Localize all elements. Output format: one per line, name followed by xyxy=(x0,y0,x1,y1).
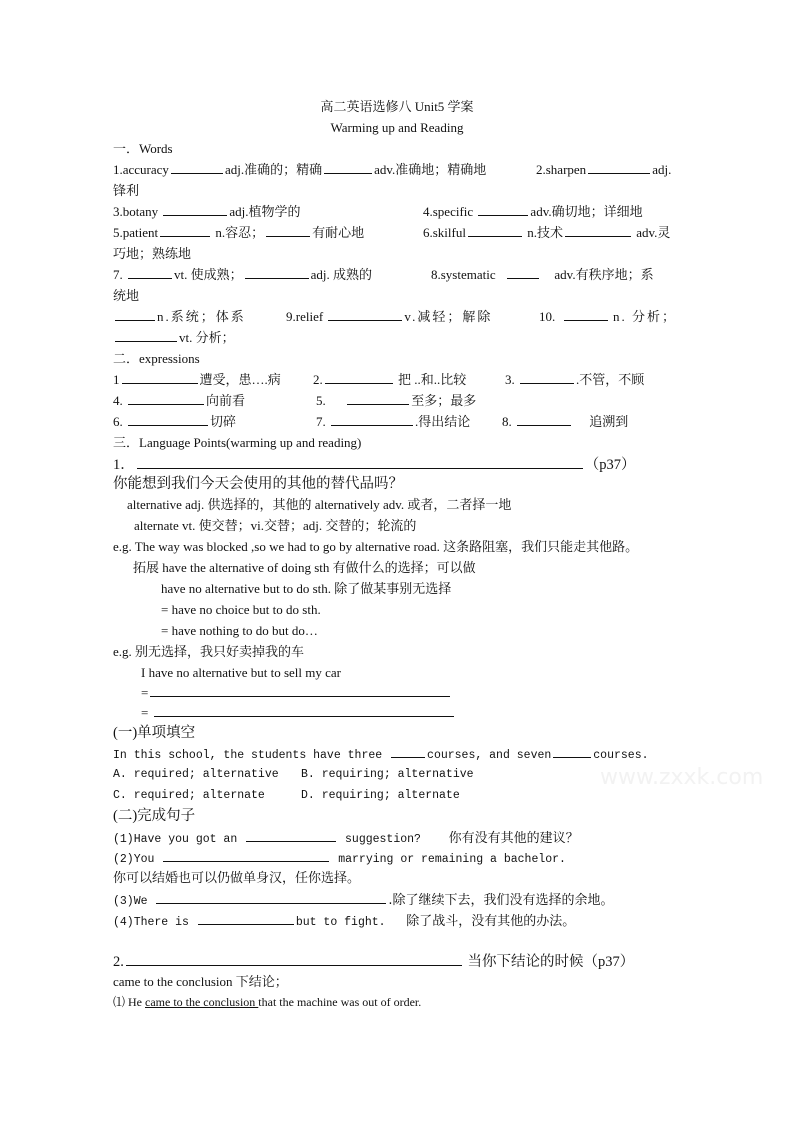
word-row-9b: 9.relief v.减轻；解除 xyxy=(286,309,493,324)
option-a: A. required; alternative xyxy=(113,768,279,781)
word-row-8-wrap: 统地 xyxy=(113,288,140,303)
rewrite-line-2: = xyxy=(141,704,456,722)
blank xyxy=(328,308,402,321)
word-row-1: 1.accuracy adj.准确的；精确 adv.准确地；精确地 xyxy=(113,162,487,177)
word-row-8: 8.systematic adv.有秩序地；系 xyxy=(431,267,654,282)
option-b: B. requiring; alternative xyxy=(301,768,474,781)
exercise-1-heading: (一)单项填空 xyxy=(113,725,196,741)
blank xyxy=(160,224,210,237)
expr-row-8: 8. 追溯到 xyxy=(502,414,629,429)
blank xyxy=(324,161,372,174)
point-1-chinese: 你能想到我们今天会使用的其他的替代品吗？ xyxy=(113,476,403,492)
word-row-4: 4.specific adv.确切地；详细地 xyxy=(423,204,643,219)
expr-row-6: 6. 切碎 xyxy=(113,414,237,429)
point-2-line: 2. 当你下结论的时候（p37） xyxy=(113,951,634,971)
blank xyxy=(126,951,462,966)
extension-2: have no alternative but to do sth. 除了做某事别无选择 xyxy=(161,581,452,596)
expr-row-4: 4. 向前看 xyxy=(113,393,246,408)
expr-row-3: 3. .不管，不顾 xyxy=(505,372,645,387)
sentence-1: (1)Have you got an suggestion? 你有没有其他的建议？ xyxy=(113,831,579,846)
word-row-9: n.系统；体系 xyxy=(113,308,246,326)
blank xyxy=(565,224,631,237)
blank xyxy=(150,684,450,697)
blank xyxy=(171,161,223,174)
example-2: e.g. 别无选择，我只好卖掉我的车 xyxy=(113,644,305,659)
watermark: www.zxxk.com xyxy=(600,765,764,790)
word-row-6-wrap: 巧地；熟练地 xyxy=(113,246,192,261)
section-language-heading: 三．Language Points(warming up and reading) xyxy=(113,435,362,450)
blank xyxy=(198,912,294,925)
word-row-10-wrap: vt. 分析； xyxy=(113,329,235,347)
point-1-line: 1． （p37） xyxy=(113,454,636,474)
blank xyxy=(520,371,574,384)
blank xyxy=(468,224,522,237)
extension-4: = have nothing to do but do… xyxy=(161,623,318,638)
sentence-4: (4)There is but to fight. 除了战斗，没有其他的办法。 xyxy=(113,914,576,929)
blank xyxy=(331,413,413,426)
page-subtitle: Warming up and Reading xyxy=(330,120,464,135)
option-c: C. required; alternate xyxy=(113,789,265,802)
alternate-definition: alternate vt. 使交替；vi.交替；adj. 交替的；轮流的 xyxy=(134,518,417,533)
page-title: 高二英语选修八 Unit5 学案 xyxy=(320,99,474,114)
word-row-10: 10. n. 分析； xyxy=(539,309,678,324)
extension-3: = have no choice but to do sth. xyxy=(161,602,321,617)
rewrite-line-1: = xyxy=(141,684,452,702)
expr-row-1: 1 遭受，患….病 xyxy=(113,372,281,387)
blank xyxy=(115,329,177,342)
blank xyxy=(156,891,386,904)
blank xyxy=(266,224,310,237)
blank xyxy=(325,371,393,384)
section-expressions-heading: 二．expressions xyxy=(113,351,200,366)
expr-row-7: 7. .得出结论 xyxy=(316,414,471,429)
section-words-heading: 一．Words xyxy=(113,141,173,156)
blank xyxy=(128,392,204,405)
extension-1: 拓展 have the alternative of doing sth 有做什么的选择；可以做 xyxy=(133,560,476,575)
blank xyxy=(588,161,650,174)
blank xyxy=(115,308,155,321)
blank xyxy=(517,413,571,426)
word-row-1-right: 2.sharpen adj. xyxy=(536,162,672,177)
exercise-1-question: In this school, the students have three courses, and seven courses. xyxy=(113,745,649,765)
blank xyxy=(245,266,309,279)
expr-row-5: 5. 至多；最多 xyxy=(316,393,477,408)
word-row-1-wrap: 锋利 xyxy=(113,183,140,198)
blank xyxy=(347,392,409,405)
word-row-6: 6.skilful n.技术 adv.灵 xyxy=(423,225,671,240)
exercise-2-heading: (二)完成句子 xyxy=(113,808,196,824)
blank xyxy=(163,849,329,862)
word-row-3: 3.botany adj.植物学的 xyxy=(113,204,301,219)
blank xyxy=(163,203,227,216)
alternative-definition: alternative adj. 供选择的，其他的 alternatively adv. 或者，二者择一地 xyxy=(127,497,512,512)
blank xyxy=(122,371,198,384)
point-2-phrase: came to the conclusion 下结论； xyxy=(113,974,288,989)
blank xyxy=(137,454,583,469)
blank xyxy=(564,308,608,321)
option-d: D. requiring; alternate xyxy=(301,789,460,802)
point-2-example: ⑴ He came to the conclusion that the machine was out of order. xyxy=(113,995,422,1009)
word-row-5: 5.patient n.容忍； 有耐心地 xyxy=(113,225,365,240)
sentence-2-chinese: 你可以结婚也可以仍做单身汉，任你选择。 xyxy=(113,870,361,885)
blank xyxy=(128,413,208,426)
blank xyxy=(553,745,591,758)
sentence-3: (3)We .除了继续下去，我们没有选择的余地。 xyxy=(113,893,614,908)
blank xyxy=(246,829,336,842)
blank xyxy=(478,203,528,216)
example-1: e.g. The way was blocked ,so we had to go by alternative road. 这条路阻塞，我们只能走其他路。 xyxy=(113,539,639,554)
underlined-phrase: came to the conclusion xyxy=(145,995,259,1009)
expr-row-2: 2. 把 ..和..比较 xyxy=(313,372,467,387)
blank xyxy=(507,266,539,279)
word-row-7: 7. vt. 使成熟； adj. 成熟的 xyxy=(113,267,373,282)
sentence-2: (2)You marrying or remaining a bachelor. xyxy=(113,849,566,869)
blank xyxy=(128,266,172,279)
blank xyxy=(154,704,454,717)
example-2-english: I have no alternative but to sell my car xyxy=(141,665,341,680)
blank xyxy=(391,745,425,758)
